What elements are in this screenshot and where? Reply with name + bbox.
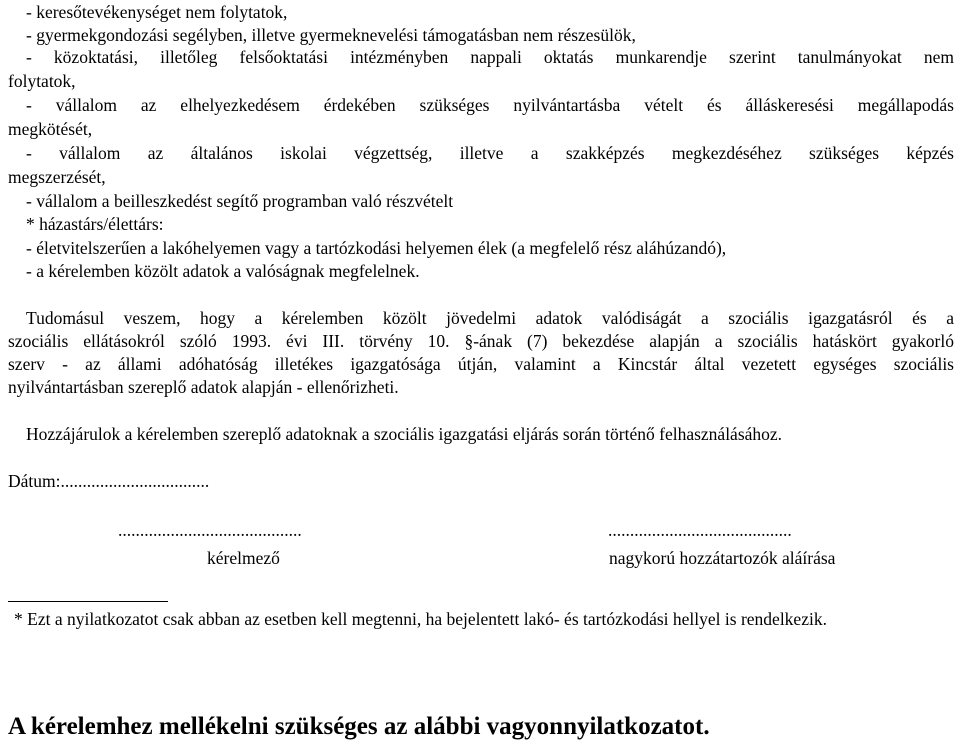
footnote-divider: [8, 601, 168, 602]
bullet-line: - vállalom az általános iskolai végzettség, illetve a szakképzés megkezdéséhez szükséges képzés: [26, 143, 954, 163]
date-field: Dátum:..................................: [8, 471, 210, 491]
consent-statement: Hozzájárulok a kérelemben szereplő adatoknak a szociális igazgatási eljárás során történő felhasználásához.: [26, 424, 783, 444]
declaration-line: Tudomásul veszem, hogy a kérelemben közölt jövedelmi adatok valódiságát a szociális igazgatásról és a: [26, 308, 954, 328]
bullet-line: - a kérelemben közölt adatok a valóságnak megfelelnek.: [26, 261, 420, 281]
bullet-line: - vállalom a beilleszkedést segítő programban való részvételt: [26, 191, 454, 211]
bullet-line: folytatok,: [8, 71, 76, 91]
relatives-signature-line: ..........................................: [608, 520, 792, 540]
applicant-signature-line: ..........................................: [118, 520, 302, 540]
applicant-signature-label: kérelmező: [207, 548, 280, 568]
bullet-line: - közoktatási, illetőleg felsőoktatási intézményben nappali oktatás munkarendje szerint tanulmányokat nem: [26, 47, 954, 67]
declaration-line: szerv - az állami adóhatóság illetékes igazgatósága útján, valamint a Kincstár által vezetett egységes szociális: [8, 354, 954, 374]
bullet-line: - vállalom az elhelyezkedésem érdekében szükséges nyilvántartásba vételt és álláskeresési megállapodás: [26, 95, 954, 115]
relatives-signature-label: nagykorú hozzátartozók aláírása: [609, 548, 836, 568]
bullet-line: - gyermekgondozási segélyben, illetve gyermeknevelési támogatásban nem részesülök,: [26, 25, 636, 45]
attachment-heading: A kérelemhez mellékelni szükséges az alábbi vagyonnyilatkozatot.: [8, 713, 710, 740]
bullet-line: megkötését,: [8, 119, 93, 139]
footnote: * Ezt a nyilatkozatot csak abban az esetben kell megtenni, ha bejelentett lakó- és tartózkodási hellyel is rendelkezik.: [14, 609, 827, 629]
bullet-line: - életvitelszerűen a lakóhelyemen vagy a tartózkodási helyemen élek (a megfelelő rész aláhúzandó),: [26, 238, 727, 258]
bullet-line: * házastárs/élettárs:: [26, 214, 164, 234]
declaration-line: nyilvántartásban szereplő adatok alapján - ellenőrizheti.: [8, 377, 399, 397]
bullet-line: - keresőtevékenységet nem folytatok,: [26, 2, 288, 22]
declaration-line: szociális ellátásokról szóló 1993. évi III. törvény 10. §-ának (7) bekezdése alapján a szociális hatáskört gyakorló: [8, 331, 954, 351]
bullet-line: megszerzését,: [8, 167, 106, 187]
